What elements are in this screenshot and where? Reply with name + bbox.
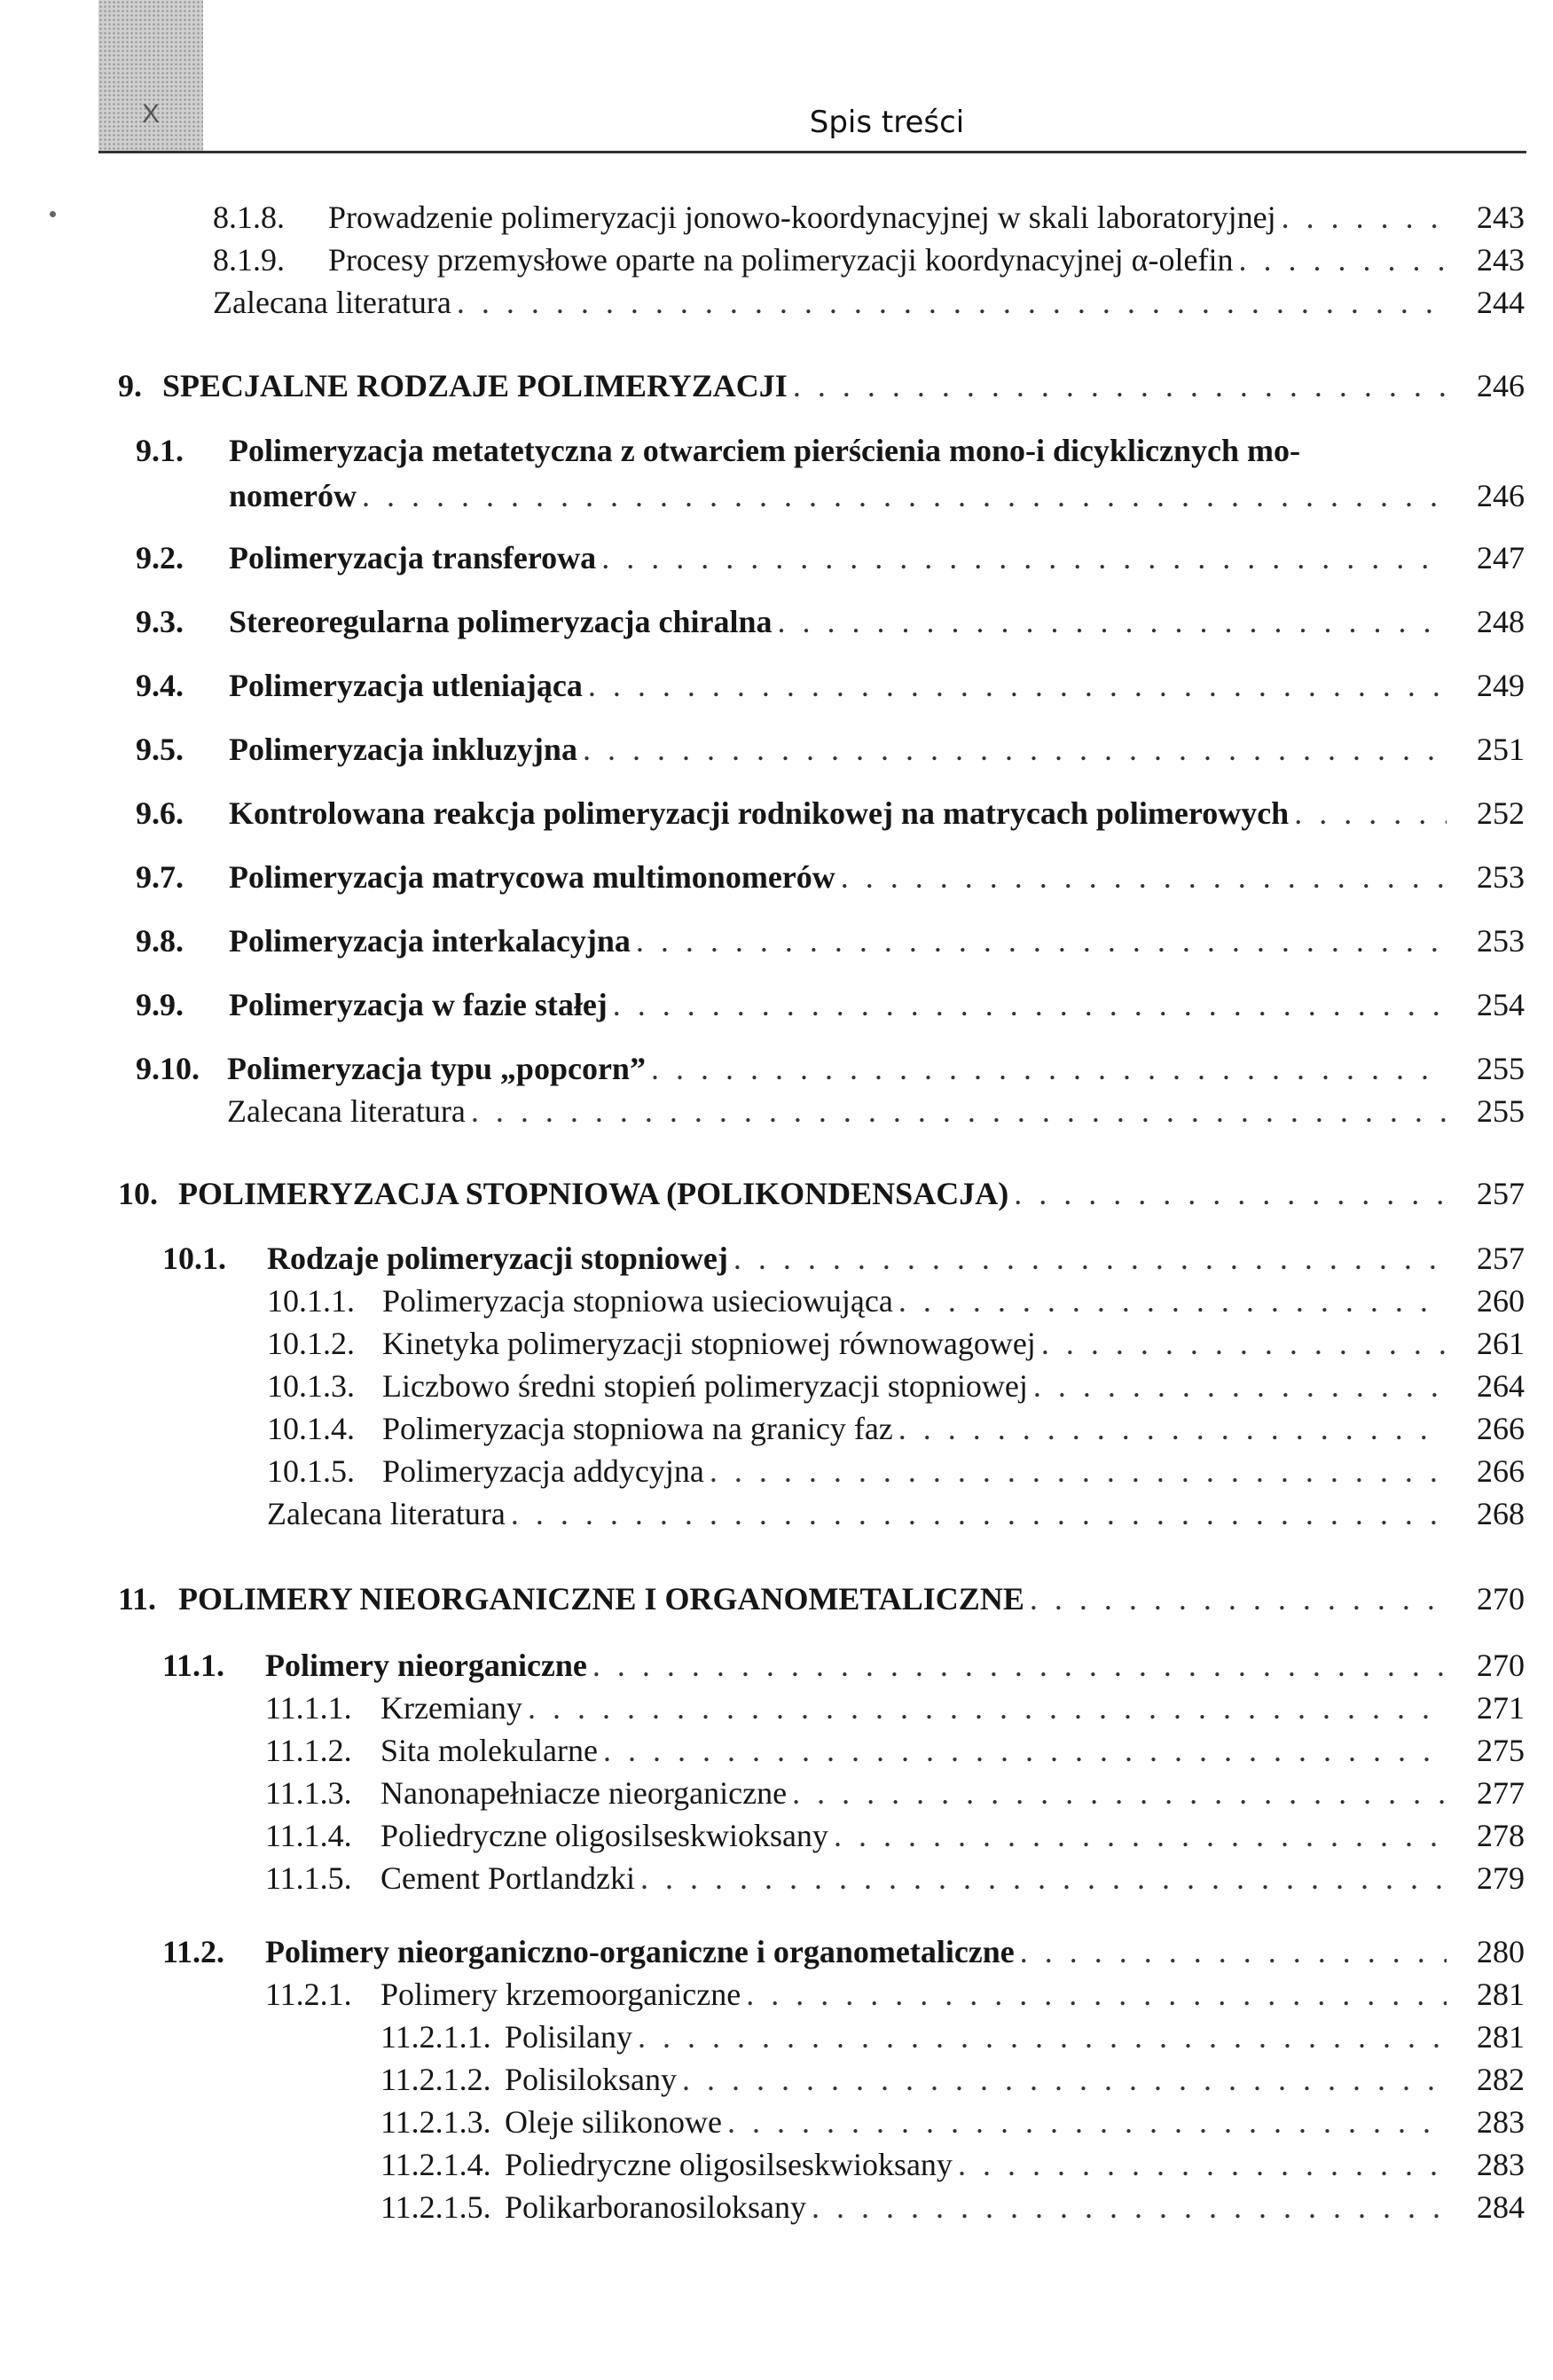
toc-title: Zalecana literatura <box>267 1496 506 1531</box>
toc-page-number: 257 <box>1477 1241 1525 1276</box>
toc-page-number: 266 <box>1477 1411 1525 1446</box>
toc-section <box>162 1931 1525 1972</box>
toc-page-number: 244 <box>1477 285 1525 320</box>
toc-leader <box>1024 1578 1447 1619</box>
header-corner-box <box>98 0 203 153</box>
toc-leader <box>788 365 1447 406</box>
toc-entry <box>213 282 1525 323</box>
toc-leader <box>635 1858 1447 1899</box>
toc-section <box>136 984 1525 1025</box>
toc-page-number: 257 <box>1477 1176 1525 1211</box>
toc-leader <box>722 2102 1447 2142</box>
toc-number: 11.1. <box>162 1648 225 1683</box>
toc-page-number: 255 <box>1477 1051 1525 1086</box>
toc-page-number: 248 <box>1477 604 1525 639</box>
toc-leader <box>1036 1323 1447 1364</box>
toc-title: Zalecana literatura <box>213 285 451 320</box>
toc-page-number: 261 <box>1477 1326 1525 1361</box>
toc-entry <box>227 1091 1525 1131</box>
toc-leader <box>357 475 1447 516</box>
toc-page-number: 254 <box>1477 987 1525 1022</box>
toc-title: Stereoregularna polimeryzacja chiralna <box>229 604 773 639</box>
toc-title: SPECJALNE RODZAJE POLIMERYZACJI <box>162 368 788 403</box>
toc-leader <box>451 282 1447 323</box>
toc-leader <box>806 2187 1447 2227</box>
toc-title: Polimeryzacja matrycowa multimonomerów <box>229 859 835 895</box>
toc-entry <box>213 197 1525 238</box>
toc-title: Sita molekularne <box>380 1733 598 1768</box>
toc-page-number: 251 <box>1477 732 1525 767</box>
toc-leader <box>677 2059 1447 2100</box>
toc-title: Polimeryzacja addycyjna <box>382 1453 704 1489</box>
toc-page-number: 249 <box>1477 668 1525 703</box>
toc-number: 10.1. <box>162 1241 226 1276</box>
toc-section <box>162 1645 1525 1686</box>
toc-leader <box>631 920 1447 961</box>
margin-mark <box>50 211 56 217</box>
toc-title: Oleje silikonowe <box>505 2104 722 2140</box>
toc-page-number: 275 <box>1477 1733 1525 1768</box>
toc-leader <box>632 2016 1447 2057</box>
toc-title: Kontrolowana reakcja polimeryzacji rodnikowej na matrycach polimerowych <box>229 795 1290 831</box>
toc-number: 11.1.2. <box>265 1733 352 1768</box>
toc-page-number: 246 <box>1477 368 1525 403</box>
toc-page-number: 243 <box>1477 242 1525 278</box>
toc-number: 10.1.4. <box>267 1411 355 1446</box>
toc-title: POLIMERYZACJA STOPNIOWA (POLIKONDENSACJA) <box>178 1176 1009 1211</box>
toc-section <box>162 1238 1525 1279</box>
toc-leader <box>466 1091 1447 1131</box>
toc-page-number: 260 <box>1477 1283 1525 1319</box>
running-header-title: Spis treści <box>809 105 965 140</box>
toc-title: nomerów <box>229 478 357 513</box>
toc-number: 9.9. <box>136 987 184 1022</box>
toc-title: Polisilany <box>505 2019 633 2055</box>
toc-page-number: 281 <box>1477 1977 1525 2012</box>
toc-leader <box>1289 793 1447 834</box>
toc-leader <box>741 1974 1447 2015</box>
toc-entry <box>380 2059 1525 2100</box>
toc-number: 10.1.5. <box>267 1453 355 1489</box>
toc-leader <box>577 729 1447 770</box>
toc-page-number: 253 <box>1477 923 1525 959</box>
toc-page-number: 270 <box>1477 1648 1525 1683</box>
toc-page-number: 243 <box>1477 200 1525 235</box>
toc-page-number: 281 <box>1477 2019 1525 2055</box>
toc-section <box>136 793 1525 834</box>
toc-number: 9.6. <box>136 795 184 831</box>
toc-title: Polimeryzacja utleniająca <box>229 668 583 703</box>
toc-title: Polimery nieorganiczno-organiczne i organometaliczne <box>265 1934 1015 1969</box>
toc-section-first-line <box>136 430 1300 471</box>
toc-title: Polimeryzacja metatetyczna z otwarciem pierścienia mono-i dicyklicznych mo- <box>229 433 1300 468</box>
toc-number: 11.1.4. <box>265 1818 352 1853</box>
toc-leader <box>728 1238 1447 1279</box>
toc-entry <box>380 2187 1525 2227</box>
toc-title: Polimeryzacja interkalacyjna <box>229 923 631 959</box>
toc-page-number: 270 <box>1477 1581 1525 1617</box>
toc-number: 11.2.1.5. <box>380 2189 491 2225</box>
toc-leader <box>953 2144 1447 2185</box>
toc-entry <box>265 1773 1525 1813</box>
toc-number: 11.2.1.3. <box>380 2104 491 2140</box>
toc-leader <box>828 1815 1447 1856</box>
toc-number: 11.2.1.2. <box>380 2062 491 2097</box>
toc-title: POLIMERY NIEORGANICZNE I ORGANOMETALICZNE <box>178 1581 1024 1617</box>
toc-title: Polimeryzacja stopniowa na granicy faz <box>382 1411 893 1446</box>
toc-leader <box>787 1773 1447 1813</box>
toc-page-number: 266 <box>1477 1453 1525 1489</box>
toc-section <box>136 665 1525 706</box>
toc-page-number: 247 <box>1477 540 1525 575</box>
toc-title: Zalecana literatura <box>227 1093 466 1129</box>
toc-section <box>136 920 1525 961</box>
toc-leader <box>583 665 1447 706</box>
toc-page-number: 255 <box>1477 1093 1525 1129</box>
toc-page-number: 271 <box>1477 1690 1525 1726</box>
toc-entry <box>380 2016 1525 2057</box>
toc-leader <box>1234 239 1447 280</box>
toc-title: Poliedryczne oligosilseskwioksany <box>380 1818 828 1853</box>
toc-title: Polimeryzacja stopniowa usieciowująca <box>382 1283 893 1319</box>
toc-title: Krzemiany <box>380 1690 522 1726</box>
toc-page-number: 284 <box>1477 2189 1525 2225</box>
toc-number: 9.2. <box>136 540 184 575</box>
toc-entry <box>265 1730 1525 1771</box>
toc-number: 11.2.1. <box>265 1977 352 2012</box>
toc-entry <box>380 2144 1525 2185</box>
toc-number: 11.2. <box>162 1934 225 1969</box>
toc-leader <box>598 1730 1447 1771</box>
toc-entry <box>267 1323 1525 1364</box>
toc-page-number: 283 <box>1477 2104 1525 2140</box>
toc-chapter <box>118 1173 1525 1214</box>
toc-section <box>136 857 1525 897</box>
toc-leader <box>646 1048 1447 1089</box>
toc-title: Poliedryczne oligosilseskwioksany <box>505 2147 953 2182</box>
toc-number: 10. <box>118 1176 158 1211</box>
toc-entry <box>265 1687 1525 1728</box>
toc-entry <box>213 239 1525 280</box>
toc-number: 9.7. <box>136 859 184 895</box>
toc-section <box>136 1048 1525 1089</box>
toc-leader <box>506 1493 1447 1534</box>
toc-page-number: 279 <box>1477 1860 1525 1896</box>
toc-title: Polimery krzemoorganiczne <box>380 1977 741 2012</box>
toc-number: 10.1.3. <box>267 1368 355 1404</box>
toc-number: 9.4. <box>136 668 184 703</box>
toc-entry <box>267 1366 1525 1406</box>
toc-leader <box>587 1645 1447 1686</box>
toc-section <box>136 537 1525 578</box>
toc-section <box>229 475 1525 516</box>
toc-title: Liczbowo średni stopień polimeryzacji stopniowej <box>382 1368 1028 1404</box>
toc-leader <box>596 537 1447 578</box>
toc-leader <box>608 984 1447 1025</box>
toc-leader <box>835 857 1447 897</box>
toc-entry <box>267 1280 1525 1321</box>
toc-page-number: 277 <box>1477 1775 1525 1811</box>
toc-number: 11.1.5. <box>265 1860 352 1896</box>
toc-page-number: 264 <box>1477 1368 1525 1404</box>
toc-number: 11.1.3. <box>265 1775 352 1811</box>
toc-number: 10.1.2. <box>267 1326 355 1361</box>
toc-title: Polimeryzacja transferowa <box>229 540 597 575</box>
toc-title: Polimeryzacja inkluzyjna <box>229 732 577 767</box>
toc-title: Cement Portlandzki <box>380 1860 635 1896</box>
toc-title: Prowadzenie polimeryzacji jonowo-koordynacyjnej w skali laboratoryjnej <box>328 200 1276 235</box>
header-rule <box>98 151 1526 153</box>
toc-page-number: 278 <box>1477 1818 1525 1853</box>
toc-entry <box>267 1451 1525 1491</box>
toc-number: 11.2.1.1. <box>380 2019 491 2055</box>
toc-title: Polimeryzacja typu „popcorn” <box>227 1051 646 1086</box>
toc-number: 9.3. <box>136 604 184 639</box>
toc-number: 8.1.8. <box>213 200 285 235</box>
toc-number: 10.1.1. <box>267 1283 355 1319</box>
toc-number: 9.8. <box>136 923 184 959</box>
toc-leader <box>1276 197 1447 238</box>
toc-number: 11.1.1. <box>265 1690 352 1726</box>
toc-leader <box>893 1408 1447 1449</box>
toc-section <box>136 601 1525 642</box>
toc-title: Rodzaje polimeryzacji stopniowej <box>267 1241 728 1276</box>
toc-chapter <box>118 365 1525 406</box>
toc-entry <box>380 2102 1525 2142</box>
toc-number: 11. <box>118 1581 157 1617</box>
toc-title: Procesy przemysłowe oparte na polimeryzacji koordynacyjnej α-olefin <box>328 242 1234 278</box>
toc-chapter <box>118 1578 1525 1619</box>
toc-number: 9. <box>118 368 142 403</box>
toc-entry <box>265 1974 1525 2015</box>
toc-page-number: 282 <box>1477 2062 1525 2097</box>
toc-page-number: 268 <box>1477 1496 1525 1531</box>
toc-title: Polimeryzacja w fazie stałej <box>229 987 608 1022</box>
toc-title: Nanonapełniacze nieorganiczne <box>380 1775 788 1811</box>
toc-page-number: 283 <box>1477 2147 1525 2182</box>
toc-leader <box>1028 1366 1447 1406</box>
toc-page-number: 246 <box>1477 478 1525 513</box>
toc-entry <box>265 1858 1525 1899</box>
toc-entry <box>267 1493 1525 1534</box>
toc-number: 9.1. <box>136 433 184 468</box>
toc-number: 9.10. <box>136 1051 200 1086</box>
toc-title: Polisiloksany <box>505 2062 678 2097</box>
toc-page-number: 280 <box>1477 1934 1525 1969</box>
toc-leader <box>1008 1173 1447 1214</box>
toc-leader <box>773 601 1447 642</box>
toc-number: 8.1.9. <box>213 242 285 278</box>
toc-leader <box>1015 1931 1447 1972</box>
toc-page-number: 253 <box>1477 859 1525 895</box>
toc-title: Polikarboranosiloksany <box>505 2189 806 2225</box>
toc-page-number: 252 <box>1477 795 1525 831</box>
toc-leader <box>522 1687 1447 1728</box>
header-corner-label: X <box>141 99 160 129</box>
toc-entry <box>265 1815 1525 1856</box>
toc-leader <box>704 1451 1447 1491</box>
toc-number: 9.5. <box>136 732 184 767</box>
toc-title: Polimery nieorganiczne <box>265 1648 587 1683</box>
toc-section <box>136 729 1525 770</box>
toc-number: 11.2.1.4. <box>380 2147 491 2182</box>
toc-entry <box>267 1408 1525 1449</box>
toc-title: Kinetyka polimeryzacji stopniowej równowagowej <box>382 1326 1036 1361</box>
toc-leader <box>893 1280 1447 1321</box>
